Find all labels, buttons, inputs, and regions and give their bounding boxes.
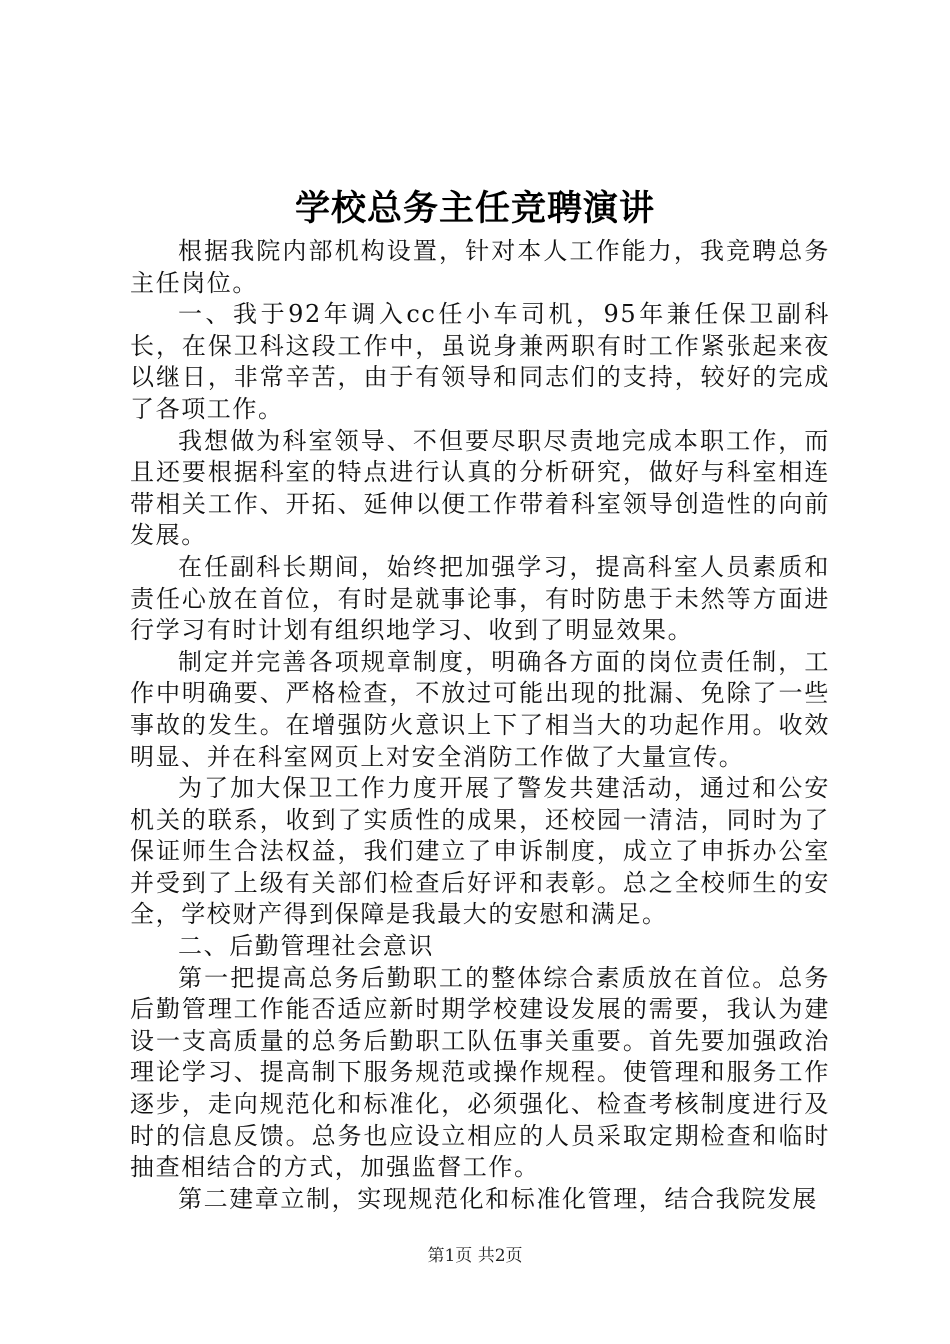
paragraph: 制定并完善各项规章制度，明确各方面的岗位责任制，工作中明确要、严格检查，不放过可能出现的批漏、免除了一些事故的发生。在增强防火意识上下了相当大的功起作用。收效明显、并在科室网页上对安全消防工作做了大量宣传。 xyxy=(130,647,830,771)
paragraph: 一、我于92年调入cc任小车司机，95年兼任保卫副科长，在保卫科这段工作中，虽说身兼两职有时工作紧张起来夜以继日，非常辛苦，由于有领导和同志们的支持，较好的完成了各项工作。 xyxy=(130,300,830,423)
paragraph: 我想做为科室领导、不但要尽职尽责地完成本职工作，而且还要根据科室的特点进行认真的分析研究，做好与科室相连带相关工作、开拓、延伸以便工作带着科室领导创造性的向前发展。 xyxy=(130,426,830,550)
document-title: 学校总务主任竞聘演讲 xyxy=(294,189,655,229)
document-body xyxy=(130,236,830,1215)
page-footer: 第1页 共2页 xyxy=(427,1246,523,1266)
section-heading: 二、后勤管理社会意识 xyxy=(178,932,434,961)
paragraph: 为了加大保卫工作力度开展了警发共建活动，通过和公安机关的联系，收到了实质性的成果，还校园一清洁，同时为了保证师生合法权益，我们建立了申诉制度，成立了申拆办公室并受到了上级有关部们检查后好评和表彰。总之全校师生的安全，学校财产得到保障是我最大的安慰和满足。 xyxy=(130,774,830,929)
paragraph: 根据我院内部机构设置，针对本人工作能力，我竞聘总务主任岗位。 xyxy=(130,237,830,297)
paragraph: 在任副科长期间，始终把加强学习，提高科室人员素质和责任心放在首位，有时是就事论事，有时防患于未然等方面进行学习有时计划有组织地学习、收到了明显效果。 xyxy=(130,552,830,645)
paragraph: 第一把提高总务后勤职工的整体综合素质放在首位。总务后勤管理工作能否适应新时期学校建设发展的需要，我认为建设一支高质量的总务后勤职工队伍事关重要。首先要加强政治理论学习、提高制下服务规范或操作规程。使管理和服务工作逐步，走向规范化和标准化，必须强化、检查考核制度进行及时的信息反馈。总务也应设立相应的人员采取定期检查和临时抽查相结合的方式，加强监督工作。 xyxy=(130,963,830,1182)
paragraph: 第二建章立制，实现规范化和标准化管理，结合我院发展 xyxy=(178,1184,818,1213)
